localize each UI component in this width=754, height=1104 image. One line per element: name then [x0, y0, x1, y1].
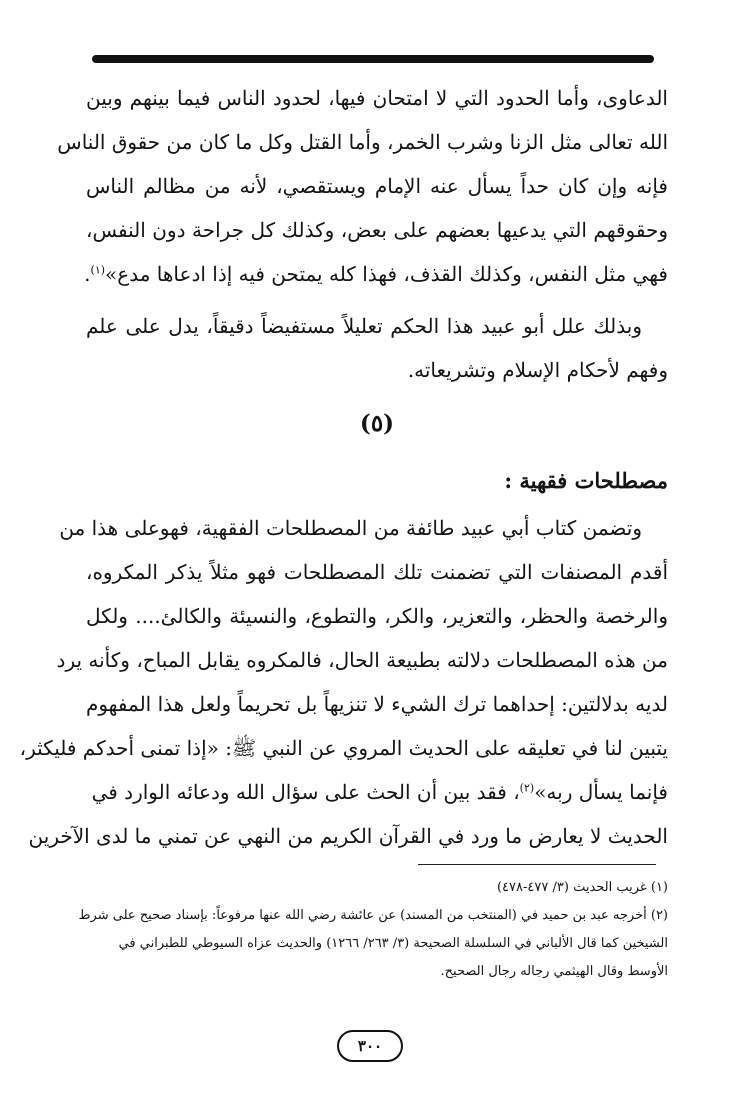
footnote-2-line-3: الأوسط وقال الهيثمي رجاله رجال الصحيح. — [440, 964, 668, 979]
paragraph-3-line-1: وتضمن كتاب أبي عبيد طائفة من المصطلحات الفقهية، فهوعلى هذا من — [59, 516, 642, 540]
footnote-2-line-2: الشيخين كما قال الألباني في السلسلة الصحيحة (٣/ ٢٦٣/ ١٢٦٦) والحديث عزاه السيوطي للطبراني في — [118, 936, 668, 951]
section-heading: مصطلحات فقهية : — [504, 468, 668, 493]
paragraph-3-line-3: والرخصة والحظر، والتعزير، والكر، والتطوع، والنسيئة والكالئ.... ولكل — [86, 604, 668, 628]
paragraph-3-line-8: الحديث لا يعارض ما ورد في القرآن الكريم من النهي عن تمني ما لدى الآخرين — [28, 824, 668, 848]
paragraph-3-line-7-start: فإنما يسأل ربه» — [534, 780, 668, 804]
paragraph-2-line-1: وبذلك علل أبو عبيد هذا الحكم تعليلاً مستفيضاً دقيقاً، يدل على علم — [86, 314, 642, 338]
paragraph-1-line-2: الله تعالى مثل الزنا وشرب الخمر، وأما القتل وكل ما كان من حقوق الناس — [57, 130, 668, 154]
paragraph-3-line-4: من هذه المصطلحات دلالته بطبيعة الحال، فالمكروه يقابل المباح، وكأنه يرد — [56, 648, 668, 672]
paragraph-1-line-4: وحقوقهم التي يدعيها بعضهم على بعض، وكذلك كل جراحة دون النفس، — [86, 218, 668, 242]
paragraph-3-line-6: يتبين لنا في تعليقه على الحديث المروي عن النبي ﷺ: «إذا تمنى أحدكم فليكثر، — [19, 736, 668, 760]
paragraph-3-line-7 — [86, 770, 668, 814]
paragraph-1-line-3: فإنه وإن كان حداً يسأل عنه الإمام ويستقصي، لأنه من مظالم الناس — [86, 174, 668, 198]
footnote-1: (١) غريب الحديث (٣/ ٤٧٧-٤٧٨) — [496, 880, 668, 895]
paragraph-1-end-mark: . — [84, 262, 91, 286]
paragraph-2-line-2: وفهم لأحكام الإسلام وتشريعاته. — [407, 358, 668, 382]
page-number: ٣٠٠ — [337, 1030, 403, 1062]
footnote-2-line-1: (٢) أخرجه عبد بن حميد في (المنتخب من المسند) عن عائشة رضي الله عنها مرفوعاً: بإسناد صحيح على شرط — [78, 908, 668, 923]
footnote-marker-1: (١) — [90, 263, 106, 277]
paragraph-3-line-5: لديه بدلالتين: إحداهما ترك الشيء لا تنزيهاً بل تحريماً ولعل هذا المفهوم — [85, 692, 668, 716]
paragraph-1-line-5-text: فهي مثل النفس، وكذلك القذف، فهذا كله يمتحن فيه إذا ادعاها مدع» — [105, 262, 668, 286]
section-number: (٥) — [359, 410, 395, 437]
paragraph-3-line-7-end: ، فقد بين أن الحث على سؤال الله ودعائه الوارد في — [91, 780, 520, 804]
paragraph-1-line-1: الدعاوى، وأما الحدود التي لا امتحان فيها، لحدود الناس فيما بينهم وبين — [86, 86, 668, 110]
footnotes — [78, 874, 668, 986]
top-rule — [92, 55, 654, 63]
footnote-separator — [418, 864, 656, 865]
paragraph-1-line-5 — [86, 252, 668, 296]
body-text — [19, 76, 668, 858]
footnote-marker-2: (٢) — [519, 781, 535, 795]
paragraph-3-line-2: أقدم المصنفات التي تضمنت تلك المصطلحات فهو مثلاً يذكر المكروه، — [86, 560, 668, 584]
